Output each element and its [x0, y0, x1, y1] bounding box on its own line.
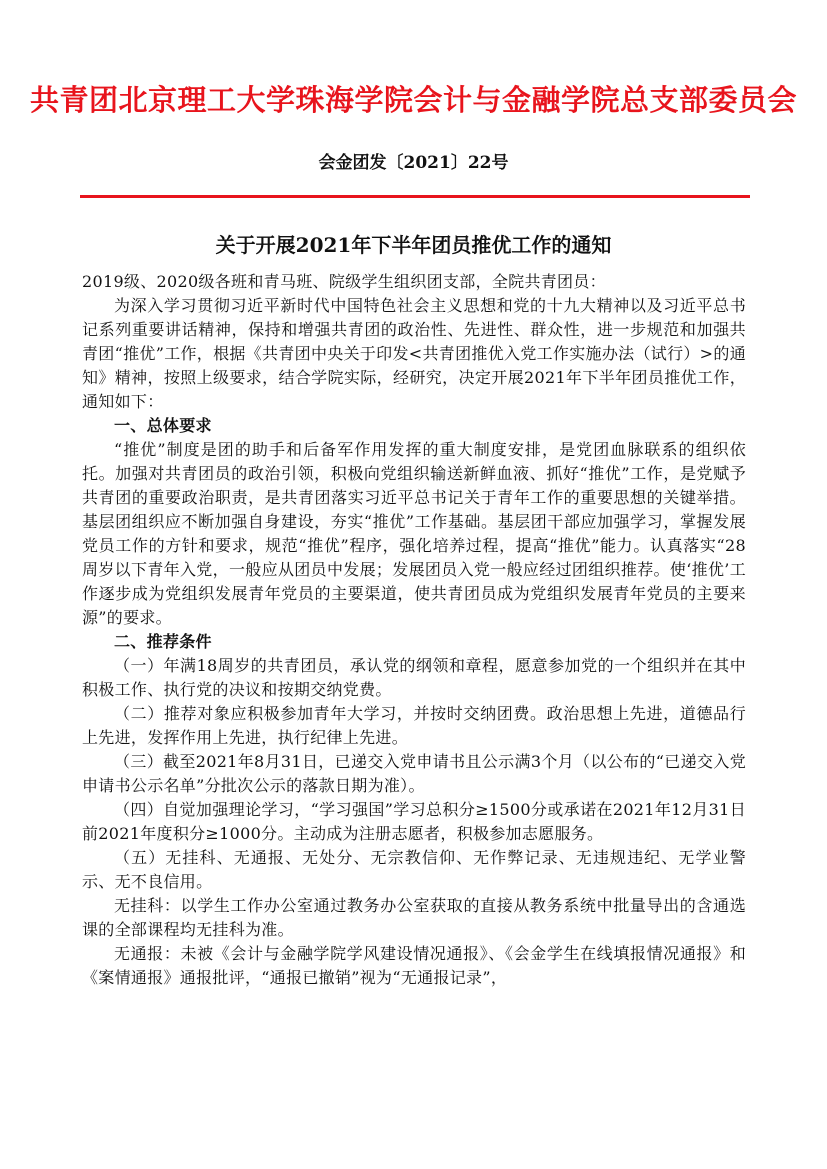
section-heading-2: 二、推荐条件 [114, 632, 212, 651]
recipients: 2019级、2020级各班和青马班、院级学生组织团支部，全院共青团员： [82, 272, 606, 291]
red-divider [80, 195, 750, 198]
section-1-paragraph: “推优”制度是团的助手和后备军作用发挥的重大制度安排，是党团血脉联系的组织依托。加强对共青团员的政治引领，积极向党组织输送新鲜血液、抓好“推优”工作，是党赋予共青团的重要政治职责，是共青团落实习近平总书记关于青年工作的重要思想的关键举措。基层团组织应不断加强自身建设，夯实“推优”工作基础。基层团干部应加强学习，掌握发展党员工作的方针和要求，规范“推优”程序，强化培养过程，提高“推优”能力。认真落实“28周岁以下青年入党，一般应从团员中发展；发展团员入党一般应经过团组织推荐。使‘推优’工作逐步成为党组织发展青年党员的主要渠道，使共青团员成为党组织发展青年党员的主要来源”的要求。 [82, 440, 746, 627]
org-title: 共青团北京理工大学珠海学院会计与金融学院总支部委员会 [29, 83, 797, 117]
intro-paragraph: 为深入学习贯彻习近平新时代中国特色社会主义思想和党的十九大精神以及习近平总书记系列重要讲话精神，保持和增强共青团的政治性、先进性、群众性，进一步规范和加强共青团“推优”工作，根据《共青团中央关于印发<共青团推优入党工作实施办法（试行）>的通知》精神，按照上级要求，结合学院实际，经研究，决定开展2021年下半年团员推优工作，通知如下： [82, 296, 746, 411]
condition-item-1: （一）年满18周岁的共青团员，承认党的纲领和章程，愿意参加党的一个组织并在其中积极工作、执行党的决议和按期交纳党费。 [82, 656, 746, 699]
document-number: 会金团发〔2021〕22号 [318, 153, 509, 173]
condition-item-4: （四）自觉加强理论学习，“学习强国”学习总积分≥1500分或承诺在2021年12月31日前2021年度积分≥1000分。主动成为注册志愿者，积极参加志愿服务。 [82, 800, 746, 843]
no-failed-course-definition: 无挂科：以学生工作办公室通过教务办公室获取的直接从教务系统中批量导出的含通选课的全部课程均无挂科为准。 [82, 896, 746, 939]
condition-item-3: （三）截至2021年8月31日，已递交入党申请书且公示满3个月（以公布的“已递交入党申请书公示名单”分批次公示的落款日期为准）。 [82, 752, 746, 795]
condition-item-5: （五）无挂科、无通报、无处分、无宗教信仰、无作弊记录、无违规违纪、无学业警示、无不良信用。 [82, 848, 746, 891]
notice-body [82, 270, 746, 990]
section-heading-1: 一、总体要求 [114, 416, 212, 435]
notice-title: 关于开展2021年下半年团员推优工作的通知 [215, 233, 612, 257]
no-circular-definition: 无通报：未被《会计与金融学院学风建设情况通报》、《会金学生在线填报情况通报》和《案情通报》通报批评，“通报已撤销”视为“无通报记录”， [82, 944, 746, 987]
condition-item-2: （二）推荐对象应积极参加青年大学习，并按时交纳团费。政治思想上先进，道德品行上先进，发挥作用上先进，执行纪律上先进。 [82, 704, 746, 747]
